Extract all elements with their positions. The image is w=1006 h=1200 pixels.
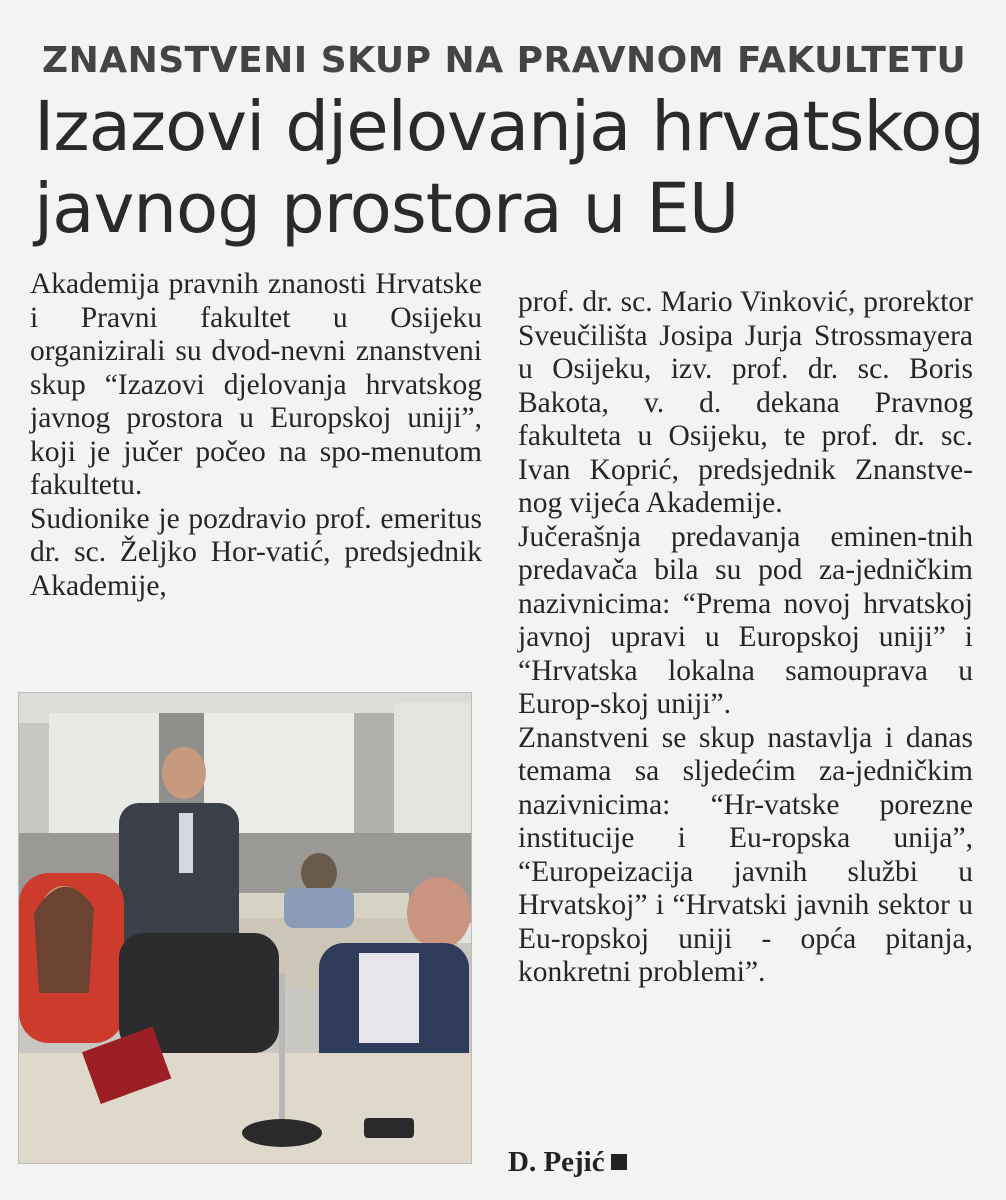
paragraph: Sudionike je pozdravio prof. emeritus dr. sc. Željko Hor-vatić, predsjednik Akademije, <box>30 502 482 602</box>
article-kicker: ZNANSTVENI SKUP NA PRAVNOM FAKULTETU <box>42 40 967 81</box>
byline <box>508 1146 627 1179</box>
end-mark <box>611 1154 627 1170</box>
paragraph: Znanstveni se skup nastavlja i danas temama sa sljedećim za-jedničkim nazivnicima: “Hr-vatske porezne institucije i Eu-ropska unija”, “Europeizacija javnih službi u Hrvatskoj” i “Hrvatski javnih sektor u Eu-ropskoj uniji - opća pitanja, konkretni problemi”. <box>518 721 973 988</box>
article-headline: Izazovi djelovanja hrvatskog javnog prostora u EU <box>34 87 984 249</box>
left-column <box>30 268 482 603</box>
article-photo <box>18 692 472 1164</box>
author-name: D. Pejić <box>508 1146 605 1178</box>
right-column <box>518 286 973 990</box>
conference-photo-illustration <box>19 693 471 1163</box>
paragraph: prof. dr. sc. Mario Vinković, prorektor Sveučilišta Josipa Jurja Strossmayera u Osijeku, izv. prof. dr. sc. Boris Bakota, v. d. dekana Pravnog fakulteta u Osijeku, te prof. dr. sc. Ivan Koprić, predsjednik Znanstve-nog vijeća Akademije. <box>518 286 973 519</box>
paragraph: Akademija pravnih znanosti Hrvatske i Pravni fakultet u Osijeku organizirali su dvod-nevni znanstveni skup “Izazovi djelovanja hrvatskog javnog prostora u Europskoj uniji”, koji je jučer počeo na spo-menutom fakultetu. <box>30 268 482 501</box>
paragraph: Jučerašnja predavanja eminen-tnih predavača bila su pod za-jedničkim nazivnicima: “Prema novoj hrvatskoj javnoj upravi u Europskoj uniji” i “Hrvatska lokalna samouprava u Europ-skoj uniji”. <box>518 520 973 720</box>
